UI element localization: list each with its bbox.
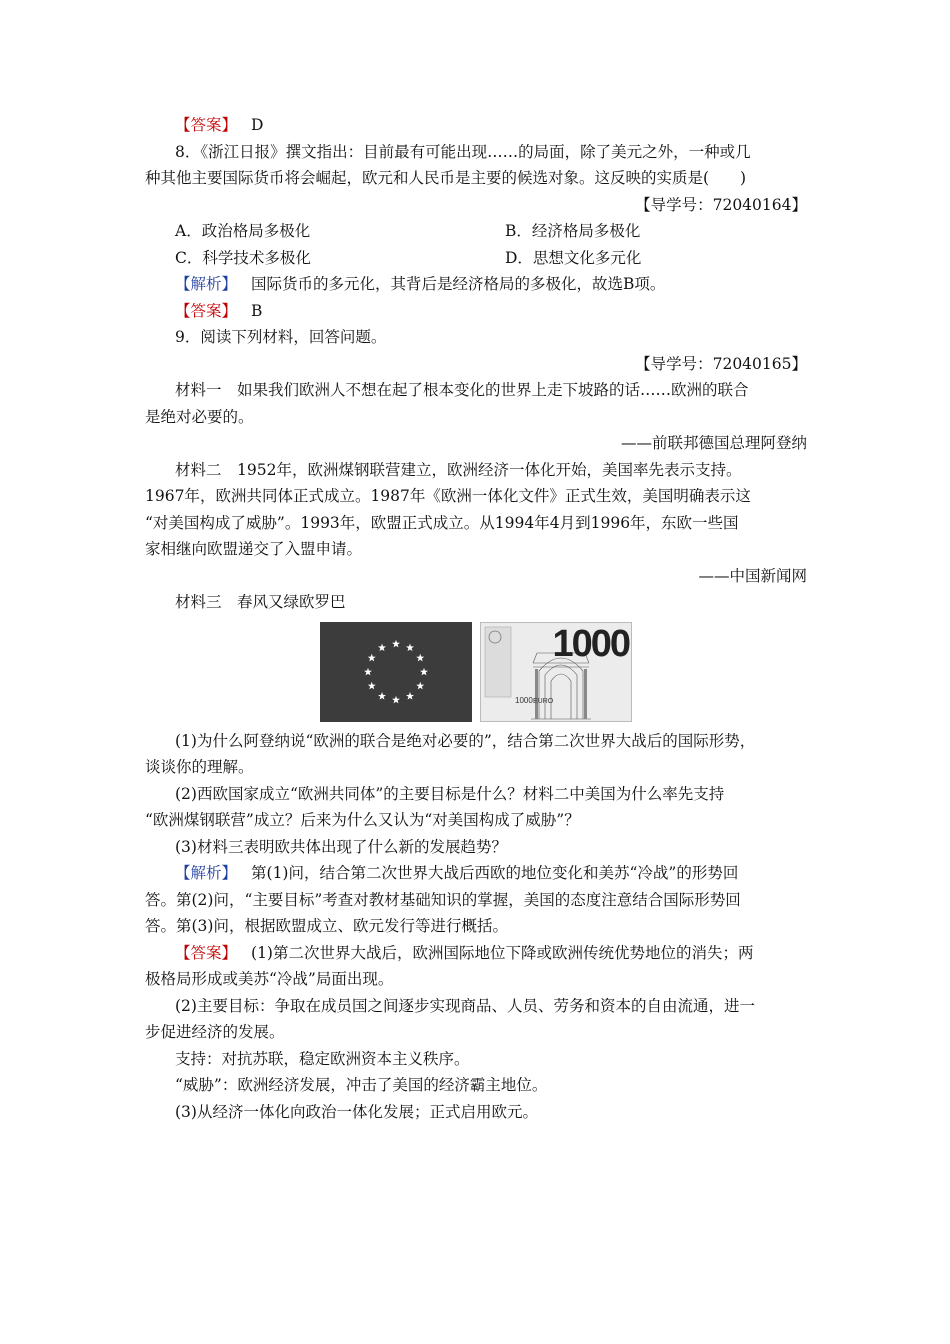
euro-banknote-image — [480, 622, 632, 722]
prev-answer-line — [145, 112, 807, 139]
material3-images — [145, 622, 807, 722]
question2-line2: “欧洲煤钢联营”成立？后来为什么又认为“对美国构成了威胁”？ — [145, 811, 580, 829]
star-icon — [378, 643, 386, 651]
answer-tag: 【答案】 — [175, 116, 238, 134]
explain-text: 第(1)问，结合第二次世界大战后西欧的地位变化和美苏“冷战”的形势回 — [251, 864, 739, 882]
q8-stem-line1: 8．《浙江日报》撰文指出：目前最有可能出现……的局面，除了美元之外，一种或几 — [175, 142, 751, 161]
question1-line2: 谈谈你的理解。 — [145, 758, 254, 776]
star-icon — [406, 692, 414, 700]
material2-source: ——中国新闻网 — [698, 566, 807, 585]
q9-answer2-line1: (2)主要目标：争取在成员国之间逐步实现商品、人员、劳务和资本的自由流通，进一 — [175, 996, 755, 1015]
star-icon — [368, 681, 376, 689]
option-b: B．经济格局多极化 — [505, 222, 641, 240]
q9-answer2-support: 支持：对抗苏联，稳定欧洲资本主义秩序。 — [175, 1049, 470, 1068]
answer-tag: 【答案】 — [175, 301, 238, 320]
answer-value: B — [251, 301, 263, 320]
q9-answer2-line2: 步促进经济的发展。 — [145, 1023, 285, 1041]
star-icon — [392, 695, 400, 703]
q9-answer2-threat: “威胁”：欧洲经济发展，冲击了美国的经济霸主地位。 — [175, 1076, 548, 1094]
eu-flag-image — [320, 622, 472, 722]
star-icon — [420, 667, 428, 675]
q9-answer-line1 — [145, 940, 807, 967]
explain-tag: 【解析】 — [175, 864, 238, 882]
star-icon — [368, 653, 376, 661]
option-d: D．思想文化多元化 — [505, 248, 642, 267]
q8-explain — [145, 271, 807, 298]
question2-line1: (2)西欧国家成立“欧洲共同体”的主要目标是什么？材料二中美国为什么率先支持 — [175, 784, 725, 803]
q9-explain-line1 — [145, 860, 807, 887]
star-icon — [416, 681, 424, 689]
note-small-denomination: 1000 — [515, 695, 533, 705]
q9-explain-line2: 答。第(2)问，“主要目标”考查对教材基础知识的掌握，美国的态度注意结合国际形势回 — [145, 890, 741, 909]
material1-source: ——前联邦德国总理阿登纳 — [620, 434, 807, 452]
star-icon — [416, 653, 424, 661]
material1-line2: 是绝对必要的。 — [145, 407, 254, 426]
star-icon — [392, 639, 400, 647]
material2-line4: 家相继向欧盟递交了入盟申请。 — [145, 540, 363, 558]
q8-options-row2 — [145, 245, 807, 272]
star-icon — [364, 667, 372, 675]
question1-line1: (1)为什么阿登纳说“欧洲的联合是绝对必要的”，结合第二次世界大战后的国际形势， — [175, 731, 756, 750]
material2-line3: “对美国构成了威胁”。1993年，欧盟正式成立。从1994年4月到1996年，东欧一些国 — [145, 513, 739, 532]
option-c: C．科学技术多极化 — [175, 248, 311, 267]
q8-stem-line2: 种其他主要国际货币将会崛起，欧元和人民币是主要的候选对象。这反映的实质是( ) — [145, 169, 747, 187]
note-denomination: 1000 — [552, 622, 629, 665]
answer-tag: 【答案】 — [175, 943, 238, 962]
option-a: A．政治格局多极化 — [175, 222, 311, 240]
eu-flag-stars — [320, 622, 472, 722]
material1-line1: 材料一 如果我们欧洲人不想在起了根本变化的世界上走下坡路的话……欧洲的联合 — [175, 381, 749, 399]
note-euro-text: EURO — [533, 697, 554, 705]
q9-answer-line2: 极格局形成或美苏“冷战”局面出现。 — [145, 970, 394, 988]
question3: (3)材料三表明欧共体出现了什么新的发展趋势？ — [175, 837, 507, 856]
explain-tag: 【解析】 — [175, 275, 238, 293]
explain-text: 国际货币的多元化，其背后是经济格局的多极化，故选B项。 — [251, 275, 666, 293]
material2-line2: 1967年，欧洲共同体正式成立。1987年《欧洲一体化文件》正式生效，美国明确表示这 — [145, 487, 751, 505]
q9-guide-number: 【导学号：72040165】 — [635, 354, 807, 373]
answer-text: (1)第二次世界大战后，欧洲国际地位下降或欧洲传统优势地位的消失；两 — [251, 943, 754, 962]
material2-line1: 材料二 1952年，欧洲煤钢联营建立，欧洲经济一体化开始，美国率先表示支持。 — [175, 460, 742, 479]
material3-title: 材料三 春风又绿欧罗巴 — [175, 593, 346, 611]
star-icon — [378, 692, 386, 700]
answer-value: D — [251, 116, 264, 134]
q8-options-row1 — [145, 218, 807, 245]
q9-answer3: (3)从经济一体化向政治一体化发展；正式启用欧元。 — [175, 1102, 538, 1121]
document-page — [145, 112, 807, 1125]
q9-title: 9．阅读下列材料，回答问题。 — [175, 328, 387, 346]
q9-explain-line3: 答。第(3)问，根据欧盟成立、欧元发行等进行概括。 — [145, 917, 508, 935]
star-icon — [406, 643, 414, 651]
q8-guide-number: 【导学号：72040164】 — [635, 195, 807, 214]
q8-answer — [145, 298, 807, 325]
